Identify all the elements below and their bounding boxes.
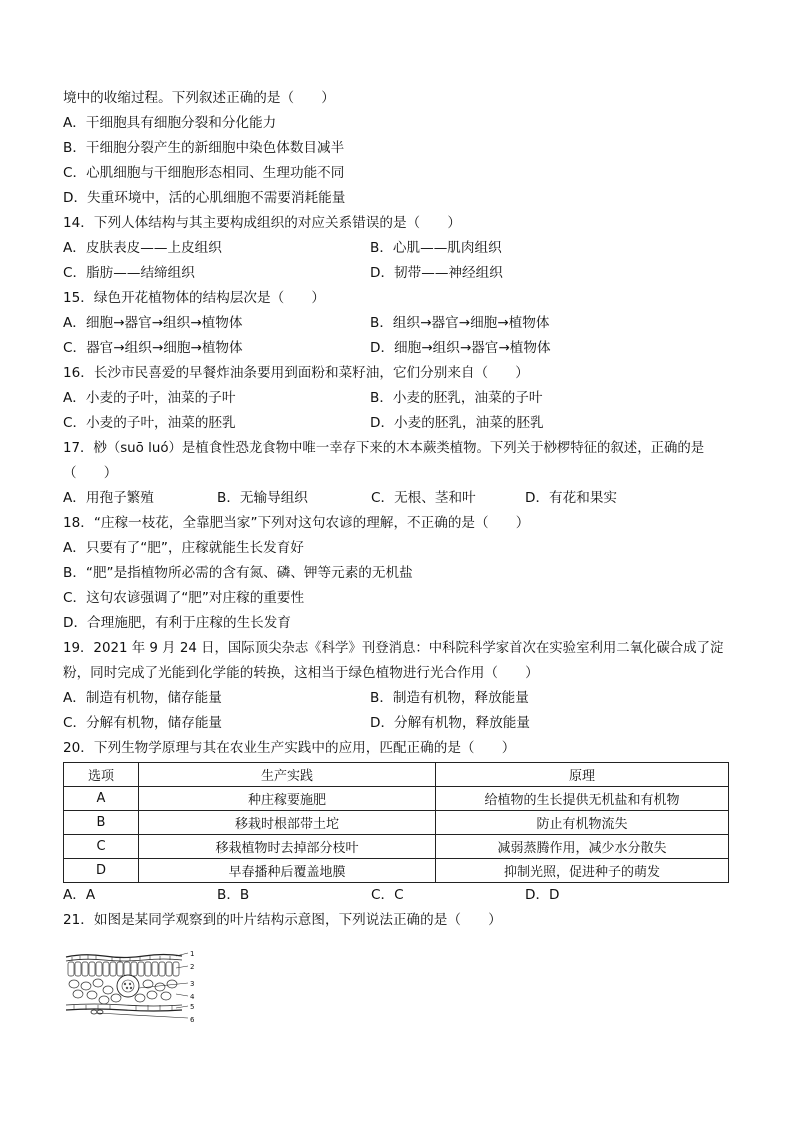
q18-option-c: C．这句农谚强调了“肥”对庄稼的重要性 (63, 590, 305, 606)
table-cell: 移栽植物时去掉部分枝叶 (139, 835, 436, 859)
table-header-cell: 原理 (436, 763, 729, 787)
q16-stem: 16．长沙市民喜爱的早餐炸油条要用到面粉和菜籽油，它们分别来自（ ） (63, 365, 529, 381)
figure-label-2: 2 (190, 963, 195, 971)
q14-options-row1 (63, 236, 731, 261)
q17-option-d: D．有花和果实 (525, 490, 618, 506)
q17-stem: 17．桫（suō luó）是植食性恐龙食物中唯一幸存下来的木本蕨类植物。下列关于桫椤特征的叙述，正确的是 (63, 441, 705, 456)
q18-option-b: B．“肥”是指植物所必需的含有氮、磷、钾等元素的无机盐 (63, 565, 413, 581)
table-cell: 种庄稼要施肥 (139, 787, 436, 811)
q13-stem-tail: 境中的收缩过程。下列叙述正确的是（ ） (63, 90, 335, 106)
q13-option-c: C．心肌细胞与干细胞形态相同、生理功能不同 (63, 165, 345, 181)
table-header-cell: 选项 (64, 763, 139, 787)
q16-option-d: D．小麦的胚乳，油菜的胚乳 (370, 415, 544, 431)
q17-option-b: B．无输导组织 (217, 490, 308, 506)
q15-options-row1 (63, 311, 731, 336)
figure-label-5: 5 (190, 1003, 195, 1011)
q19-option-b: B．制造有机物，释放能量 (370, 690, 529, 706)
q17-option-a: A．用孢子繁殖 (63, 490, 154, 506)
q20-option-d: D．D (525, 887, 560, 903)
q16-options-row1 (63, 386, 731, 411)
figure-label-3: 3 (190, 980, 195, 988)
q15-stem: 15．绿色开花植物体的结构层次是（ ） (63, 290, 325, 306)
q14-option-d: D．韧带——神经组织 (370, 265, 503, 281)
q18-option-d: D．合理施肥，有利于庄稼的生长发育 (63, 615, 291, 631)
figure-label-4: 4 (190, 993, 195, 1001)
leaf-cross-section-figure (64, 950, 199, 1032)
q15-option-a: A．细胞→器官→组织→植物体 (63, 315, 243, 331)
q19-options-row1 (63, 686, 731, 711)
q15-option-c: C．器官→组织→细胞→植物体 (63, 340, 243, 356)
q20-option-b: B．B (217, 887, 250, 903)
q16-options-row2 (63, 411, 731, 436)
q20-option-a: A．A (63, 887, 96, 903)
table-cell: 早春播种后覆盖地膜 (139, 859, 436, 883)
q18-option-a: A．只要有了“肥”，庄稼就能生长发育好 (63, 540, 304, 556)
q21-stem: 21．如图是某同学观察到的叶片结构示意图，下列说法正确的是（ ） (63, 912, 502, 928)
q19-option-c: C．分解有机物，储存能量 (63, 715, 223, 731)
q14-option-a: A．皮肤表皮——上皮组织 (63, 240, 222, 256)
table-header-cell: 生产实践 (139, 763, 436, 787)
q19-stem: 19．2021 年 9 月 24 日，国际顶尖杂志《科学》刊登消息：中科院科学家首次在实验室利用二氧化碳合成了淀 (63, 641, 724, 656)
table-cell: 防止有机物流失 (436, 811, 729, 835)
table-cell: A (64, 787, 139, 811)
q17-options (63, 486, 731, 511)
q15-option-d: D．细胞→组织→器官→植物体 (370, 340, 551, 356)
q15-option-b: B．组织→器官→细胞→植物体 (370, 315, 550, 331)
table-row (64, 787, 729, 811)
q20-table (63, 762, 729, 883)
q20-stem: 20．下列生物学原理与其在农业生产实践中的应用，匹配正确的是（ ） (63, 740, 516, 756)
q13-option-a: A．干细胞具有细胞分裂和分化能力 (63, 115, 277, 131)
table-row (64, 811, 729, 835)
q19-stem-cont: 粉，同时完成了光能到化学能的转换，这相当于绿色植物进行光合作用（ ） (63, 665, 539, 681)
q14-option-b: B．心肌——肌肉组织 (370, 240, 502, 256)
table-cell: C (64, 835, 139, 859)
q13-option-b: B．干细胞分裂产生的新细胞中染色体数目减半 (63, 140, 345, 156)
q19-option-d: D．分解有机物，释放能量 (370, 715, 530, 731)
table-row (64, 859, 729, 883)
q14-stem: 14．下列人体结构与其主要构成组织的对应关系错误的是（ ） (63, 215, 461, 231)
q13-option-d: D．失重环境中，活的心肌细胞不需要消耗能量 (63, 190, 346, 206)
exam-page (63, 86, 731, 933)
q15-options-row2 (63, 336, 731, 361)
q20-options (63, 883, 731, 908)
table-cell: 给植物的生长提供无机盐和有机物 (436, 787, 729, 811)
q18-stem: 18．“庄稼一枝花，全靠肥当家”下列对这句农谚的理解，不正确的是（ ） (63, 515, 530, 531)
q16-option-a: A．小麦的子叶，油菜的子叶 (63, 390, 236, 406)
q14-options-row2 (63, 261, 731, 286)
table-cell: B (64, 811, 139, 835)
q14-option-c: C．脂肪——结缔组织 (63, 265, 195, 281)
table-cell: D (64, 859, 139, 883)
table-cell: 减弱蒸腾作用，减少水分散失 (436, 835, 729, 859)
q19-option-a: A．制造有机物，储存能量 (63, 690, 222, 706)
q16-option-b: B．小麦的胚乳，油菜的子叶 (370, 390, 543, 406)
q19-options-row2 (63, 711, 731, 736)
table-row (64, 835, 729, 859)
table-cell: 移栽时根部带土坨 (139, 811, 436, 835)
figure-label-1: 1 (190, 950, 195, 958)
figure-label-6: 6 (190, 1016, 195, 1024)
table-header-row (64, 763, 729, 787)
q20-option-c: C．C (371, 887, 404, 903)
q17-option-c: C．无根、茎和叶 (371, 490, 476, 506)
q16-option-c: C．小麦的子叶，油菜的胚乳 (63, 415, 236, 431)
table-cell: 抑制光照，促进种子的萌发 (436, 859, 729, 883)
q17-stem-cont: （ ） (63, 465, 118, 481)
